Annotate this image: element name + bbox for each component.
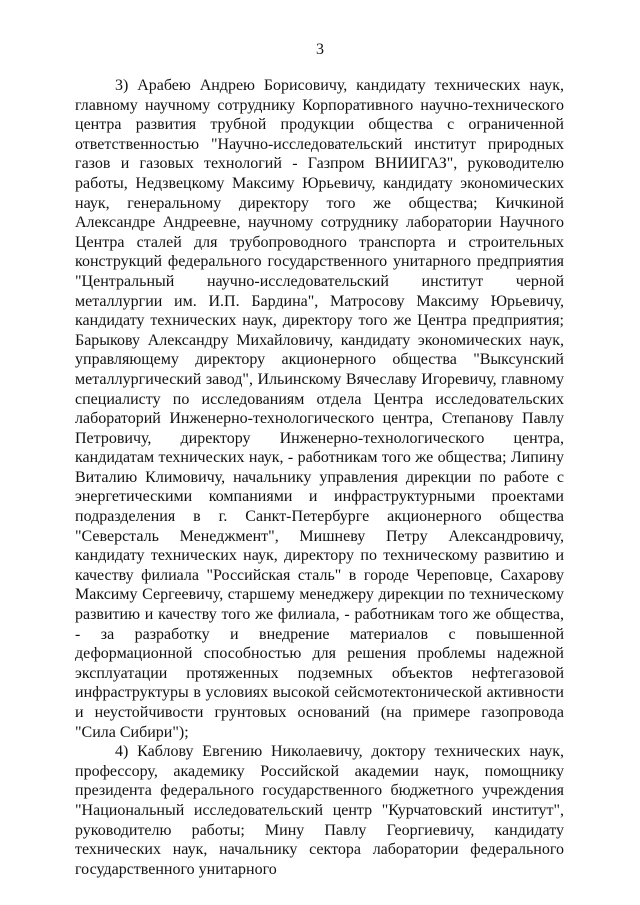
- paragraph-item-3: 3) Арабею Андрею Борисовичу, кандидату технических наук, главному научному сотруднику Корпоративного научно-технического центра развития трубной продукции общества с ограниченной ответственностью "Научно-исследовательский институт природных газов и газовых технологий - Газпром ВНИИГАЗ", руководителю работы, Недзвецкому Максиму Юрьевичу, кандидату экономических наук, генеральному директору того же общества; Кичкиной Александре Андреевне, научному сотруднику лаборатории Научного Центра сталей для трубопроводного транспорта и строительных конструкций федерального государственного унитарного предприятия "Центральный научно-исследовательский институт черной металлургии им. И.П. Бардина", Матросову Максиму Юрьевичу, кандидату технических наук, директору того же Центра предприятия; Барыкову Александру Михайловичу, кандидату экономических наук, управляющему директору акционерного общества "Выксунский металлургический завод", Ильинскому Вячеславу Игоревичу, главному специалисту по исследованиям отдела Центра исследовательских лабораторий Инженерно-технологического центра, Степанову Павлу Петровичу, директору Инженерно-технологического центра, кандидатам технических наук, - работникам того же общества; Липину Виталию Климовичу, начальнику управления дирекции по работе с энергетическими компаниями и инфраструктурными проектами подразделения в г. Санкт-Петербурге акционерного общества "Северсталь Менеджмент", Мишневу Петру Александровичу, кандидату технических наук, директору по техническому развитию и качеству филиала "Российская сталь" в городе Череповце, Сахарову Максиму Сергеевичу, старшему менеджеру дирекции по техническому развитию и качеству того же филиала, - работникам того же общества, - за разработку и внедрение материалов с повышенной деформационной способностью для решения проблемы надежной эксплуатации протяженных подземных объектов нефтегазовой инфраструктуры в условиях высокой сейсмотектонической активности и неустойчивости грунтовых оснований (на примере газопровода "Сила Сибири");: [75, 77, 564, 741]
- page-number: 3: [316, 41, 324, 58]
- document-body: [75, 76, 564, 879]
- paragraph-item-4: 4) Каблову Евгению Николаевичу, доктору технических наук, профессору, академику Российской академии наук, помощнику президента федерального государственного бюджетного учреждения "Национальный исследовательский центр "Курчатовский институт", руководителю работы; Мину Павлу Георгиевичу, кандидату технических наук, начальнику сектора лаборатории федерального государственного унитарного: [75, 743, 564, 878]
